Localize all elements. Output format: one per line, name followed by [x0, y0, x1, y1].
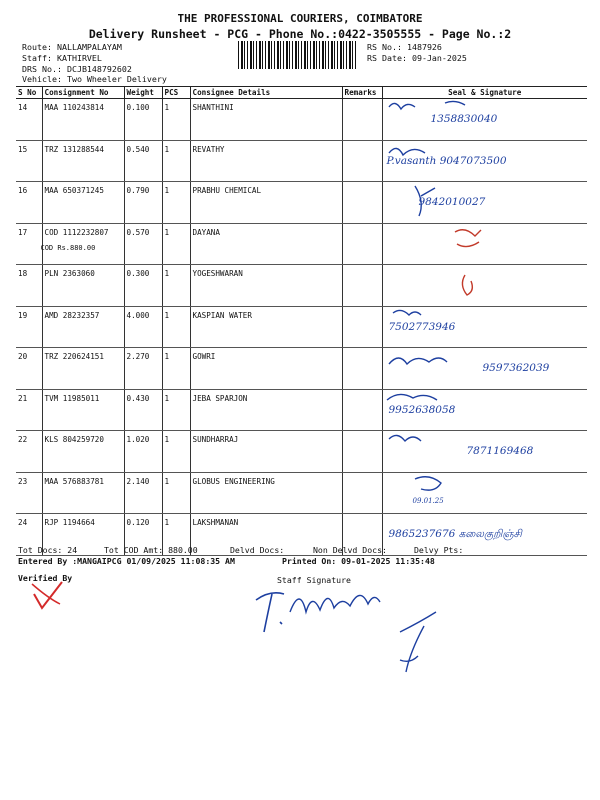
cell-pcs-text: 1 — [164, 144, 170, 154]
cell-pcs-text: 1 — [164, 352, 170, 361]
cell-pcs-text: 1 — [164, 103, 170, 112]
cell-sno-text: 24 — [18, 518, 28, 527]
table-row — [16, 182, 587, 224]
cell-signature — [382, 306, 587, 348]
company-title: THE PROFESSIONAL COURIERS, COIMBATORE — [177, 12, 423, 25]
cell-sno-text: 15 — [18, 144, 28, 154]
cell-remarks — [342, 99, 382, 141]
non-delvd-docs: Non Delvd Docs: — [313, 545, 387, 555]
cell-pcs-text: 1 — [164, 518, 170, 527]
cell-sno-text: 22 — [18, 435, 28, 444]
cell-pcs-text: 1 — [164, 310, 170, 320]
table-row — [16, 431, 587, 473]
cell-weight — [124, 389, 162, 431]
drs-label: DRS No.: DCJB148792602 — [22, 64, 132, 74]
cell-consignee-text: LAKSHMANAN — [192, 518, 239, 527]
cell-consignee — [190, 431, 342, 473]
signature-text: 9865237676 கலைகுறிஞ்சி — [388, 528, 522, 540]
cell-sno — [16, 472, 42, 514]
cell-signature — [382, 223, 587, 265]
cell-weight-text: 0.790 — [126, 186, 150, 195]
cell-consignment-no — [42, 99, 124, 141]
cell-sno — [16, 348, 42, 390]
cell-consignment-no-text: RJP 1194664 — [44, 518, 95, 527]
table-row — [16, 514, 587, 556]
cell-consignee-text: GOWRI — [192, 352, 216, 361]
cell-consignee — [190, 140, 342, 182]
cell-consignment-no-text: TRZ 220624151 — [44, 352, 104, 361]
cell-pcs — [162, 472, 190, 514]
signature-text: 9952638058 — [388, 403, 456, 416]
col-consignee: Consignee Details — [190, 87, 342, 99]
tot-docs: Tot Docs: 24 — [18, 545, 78, 555]
cell-consignment-no — [42, 306, 124, 348]
cell-consignee — [190, 306, 342, 348]
cell-weight — [124, 223, 162, 265]
cell-weight-text: 1.020 — [126, 435, 150, 444]
route-label: Route: NALLAMPALAYAM — [22, 42, 122, 52]
staff-handwritten-signature-icon — [250, 582, 440, 682]
col-pcs: PCS — [162, 87, 190, 99]
cell-weight — [124, 182, 162, 224]
cell-pcs-text: 1 — [164, 435, 170, 444]
cell-consignee — [190, 265, 342, 307]
delvy-pts: Delvy Pts: — [414, 545, 464, 555]
vehicle-label: Vehicle: Two Wheeler Delivery — [22, 74, 167, 84]
signature-text: 1358830040 — [430, 113, 498, 125]
signature-text: 7502773946 — [388, 320, 456, 333]
cell-sno — [16, 306, 42, 348]
cell-consignee — [190, 182, 342, 224]
cell-sno-text: 18 — [18, 269, 28, 278]
cell-consignment-no — [42, 431, 124, 473]
cell-pcs-text: 1 — [164, 393, 170, 403]
printed-on: Printed On: 09-01-2025 11:35:48 — [282, 556, 435, 566]
cell-consignee-text: KASPIAN WATER — [192, 310, 252, 320]
cell-consignee — [190, 389, 342, 431]
cell-consignment-no — [42, 472, 124, 514]
cell-consignment-no-text: MAA 650371245 — [44, 186, 104, 195]
table-header-row — [16, 87, 587, 99]
cell-remarks — [342, 348, 382, 390]
cell-sno — [16, 140, 42, 182]
cell-signature — [382, 514, 587, 556]
signature-text: P.vasanth 9047073500 — [386, 154, 507, 167]
cell-consignee — [190, 223, 342, 265]
cell-consignment-no-text: PLN 2363060 — [44, 269, 95, 278]
cell-consignee-text: SHANTHINI — [192, 103, 234, 112]
cell-signature — [382, 99, 587, 141]
cell-weight — [124, 99, 162, 141]
col-sno: S No — [16, 87, 42, 99]
col-signature: Seal & Signature — [382, 87, 587, 99]
cell-weight-text: 2.270 — [126, 352, 150, 361]
delvd-docs: Delvd Docs: — [230, 545, 285, 555]
cell-signature — [382, 389, 587, 431]
cell-pcs — [162, 223, 190, 265]
cell-pcs — [162, 389, 190, 431]
cell-pcs-text: 1 — [164, 186, 170, 195]
table-row — [16, 306, 587, 348]
cell-consignment-no — [42, 140, 124, 182]
cell-weight-text: 2.140 — [126, 476, 150, 486]
cell-remarks — [342, 472, 382, 514]
table-row — [16, 472, 587, 514]
cell-consignee-text: SUNDHARRAJ — [192, 435, 239, 444]
cell-weight-text: 0.120 — [126, 518, 150, 527]
cell-sno — [16, 265, 42, 307]
cell-consignment-no-text: TVM 11985011 — [44, 393, 100, 403]
tot-cod-amt: Tot COD Amt: 880.00 — [104, 545, 198, 555]
cell-consignment-no-text: COD 1112232807 — [44, 227, 109, 237]
table-row — [16, 348, 587, 390]
cell-pcs — [162, 306, 190, 348]
cell-consignee-text: PRABHU CHEMICAL — [192, 186, 262, 195]
runsheet-subtitle: Delivery Runsheet - PCG - Phone No.:0422-3505555 - Page No.:2 — [88, 27, 512, 41]
checkmark-icon — [28, 578, 68, 614]
cell-pcs-text: 1 — [164, 269, 170, 278]
cell-remarks — [342, 265, 382, 307]
cell-signature — [382, 140, 587, 182]
cell-consignment-no-text: KLS 804259720 — [44, 435, 104, 444]
cell-weight-text: 0.300 — [126, 269, 150, 278]
cell-sno-text: 17 — [18, 227, 28, 237]
cell-consignment-no — [42, 223, 124, 265]
cell-consignment-no — [42, 389, 124, 431]
cell-sno — [16, 389, 42, 431]
cell-weight — [124, 472, 162, 514]
cell-signature — [382, 472, 587, 514]
table-row — [16, 99, 587, 141]
signature-text: 09.01.25 — [412, 496, 444, 505]
cell-sno-text: 20 — [18, 352, 28, 361]
rs-date: RS Date: 09-Jan-2025 — [367, 53, 467, 63]
table-row — [16, 140, 587, 182]
cell-remarks — [342, 306, 382, 348]
cell-weight — [124, 140, 162, 182]
cell-sno — [16, 431, 42, 473]
entered-by: Entered By :MANGAIPCG 01/09/2025 11:08:35 AM — [18, 556, 235, 566]
signature-text: 9597362039 — [482, 362, 550, 374]
cell-consignment-no — [42, 182, 124, 224]
cell-weight — [124, 431, 162, 473]
table-row — [16, 389, 587, 431]
cell-weight — [124, 265, 162, 307]
cell-consignee — [190, 99, 342, 141]
cell-weight — [124, 306, 162, 348]
cell-remarks — [342, 140, 382, 182]
cell-pcs — [162, 140, 190, 182]
cell-consignment-no — [42, 348, 124, 390]
cell-consignment-no-text: TRZ 131288544 — [44, 144, 104, 154]
cell-consignee-text: YOGESHWARAN — [192, 269, 243, 278]
cell-consignment-no — [42, 265, 124, 307]
cell-weight-text: 0.570 — [126, 227, 150, 237]
cell-pcs-text: 1 — [164, 227, 170, 237]
cell-sno — [16, 182, 42, 224]
staff-signature-label: Staff Signature — [277, 575, 351, 585]
cell-sno-text: 14 — [18, 103, 28, 112]
cell-weight-text: 0.100 — [126, 103, 150, 112]
cell-signature — [382, 431, 587, 473]
cell-consignee-text: JEBA SPARJON — [192, 393, 248, 403]
cell-remarks — [342, 389, 382, 431]
rs-no: RS No.: 1487926 — [367, 42, 442, 52]
table-row — [16, 265, 587, 307]
cell-remarks — [342, 182, 382, 224]
cell-pcs — [162, 182, 190, 224]
cell-consignee-text: DAYANA — [192, 227, 220, 237]
cell-consignment-no-text: MAA 576883781 — [44, 476, 104, 486]
cell-consignee — [190, 472, 342, 514]
cell-sno-text: 23 — [18, 476, 28, 486]
cell-sno-text: 19 — [18, 310, 28, 320]
cell-consignment-no-text: AMD 28232357 — [44, 310, 100, 320]
verified-by: Verified By — [18, 573, 73, 583]
signature-text: 9842010027 — [418, 196, 486, 208]
cell-remarks — [342, 223, 382, 265]
barcode-icon — [238, 41, 358, 69]
table-row — [16, 223, 587, 265]
cell-signature — [382, 265, 587, 307]
cod-amount: COD Rs.880.00 — [40, 243, 96, 252]
cell-consignee-text: GLOBUS ENGINEERING — [192, 476, 275, 486]
cell-weight — [124, 348, 162, 390]
cell-pcs — [162, 99, 190, 141]
cell-consignee — [190, 348, 342, 390]
signature-text: 7871169468 — [466, 445, 534, 457]
cell-weight-text: 0.430 — [126, 393, 150, 403]
handwritten-signature-icon — [385, 265, 585, 301]
cell-signature — [382, 182, 587, 224]
handwritten-signature-icon — [385, 224, 585, 260]
cell-sno-text: 16 — [18, 186, 28, 195]
cell-weight-text: 4.000 — [126, 310, 150, 320]
staff-label: Staff: KATHIRVEL — [22, 53, 102, 63]
col-consignment: Consignment No — [42, 87, 124, 99]
runsheet-table — [16, 86, 587, 556]
col-remarks: Remarks — [342, 87, 382, 99]
cell-consignment-no-text: MAA 110243814 — [44, 103, 104, 112]
cell-consignee-text: REVATHY — [192, 144, 225, 154]
cell-pcs — [162, 348, 190, 390]
cell-sno-text: 21 — [18, 393, 28, 403]
cell-sno — [16, 99, 42, 141]
cell-pcs-text: 1 — [164, 476, 170, 486]
cell-remarks — [342, 431, 382, 473]
cell-pcs — [162, 265, 190, 307]
col-weight: Weight — [124, 87, 162, 99]
cell-weight-text: 0.540 — [126, 144, 150, 154]
cell-pcs — [162, 431, 190, 473]
cell-sno — [16, 223, 42, 265]
cell-signature — [382, 348, 587, 390]
